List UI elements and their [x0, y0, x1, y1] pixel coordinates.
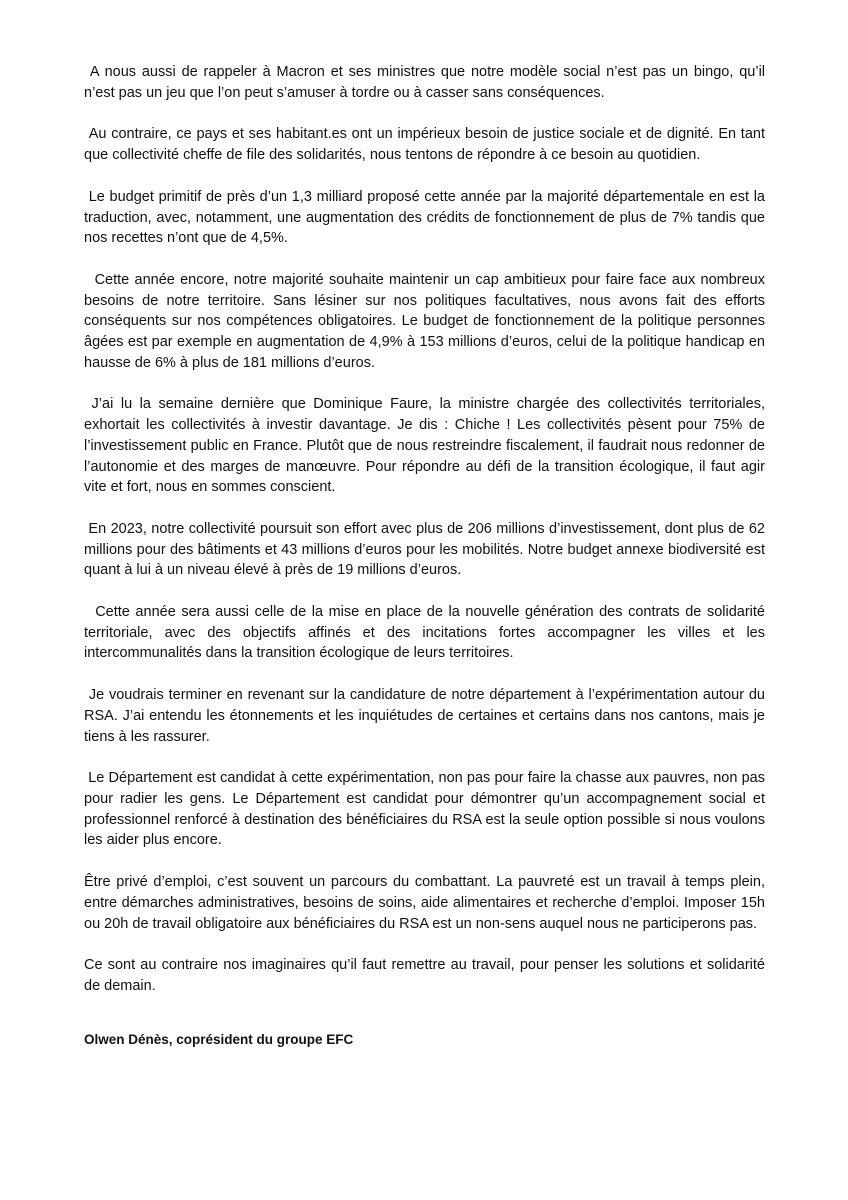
paragraph-candidature-rsa: Je voudrais terminer en revenant sur la candidature de notre département à l’expérimentation autour du RSA. J’ai entendu les étonnements et les inquiétudes de certaines et certains dans nos cantons, mais je tiens à les rassurer.	[84, 687, 770, 745]
paragraph-effort-2023: En 2023, notre collectivité poursuit son effort avec plus de 206 millions d’investissement, dont plus de 62 millions pour des bâtiments et 43 millions d’euros pour les mobilités. Notre budget annexe biodiversité est quant à lui à un niveau élevé à près de 19 millions d’euros.	[84, 520, 770, 579]
paragraph-bingo: A nous aussi de rappeler à Macron et ses ministres que notre modèle social n’est pas un bingo, qu’il n’est pas un jeu que l’on peut s’amuser à tordre ou à casser sans conséquences.	[84, 64, 770, 101]
paragraph-budget-primitif: Le budget primitif de près d’un 1,3 milliard proposé cette année par la majorité départementale en est la traduction, avec, notamment, une augmentation des crédits de fonctionnement de plus de 7% tandis que nos recettes n’ont que de 4,5%.	[84, 188, 770, 247]
signature: Olwen Dénès, coprésident du groupe EFC	[84, 1031, 354, 1047]
paragraph-imaginaires: Ce sont au contraire nos imaginaires qu’il faut remettre au travail, pour penser les solutions et solidarité de demain.	[84, 957, 770, 994]
paragraph-prive-emploi: Être privé d’emploi, c’est souvent un parcours du combattant. La pauvreté est un travail à temps plein, entre démarches administratives, besoins de soins, aide alimentaires et recherche d’emploi. Imposer 15h ou 20h de travail obligatoire aux bénéficiaires du RSA est un non-sens auquel nous ne participerons pas.	[84, 874, 770, 932]
paragraph-cap-ambitieux: Cette année encore, notre majorité souhaite maintenir un cap ambitieux pour faire face aux nombreux besoins de notre territoire. Sans lésiner sur nos politiques facultatives, nous avons fait des efforts conséquents sur nos compétences obligatoires. Le budget de fonctionnement de la politique personnes âgées est par exemple en augmentation de 4,9% à 153 millions d’euros, celui de la politique handicap en hausse de 6% à plus de 181 millions d’euros.	[84, 271, 770, 371]
paragraph-justice-sociale: Au contraire, ce pays et ses habitant.es ont un impérieux besoin de justice sociale et de dignité. En tant que collectivité cheffe de file des solidarités, nous tentons de répondre à ce besoin au quotidien.	[84, 126, 770, 164]
paragraph-contrats-solidarite: Cette année sera aussi celle de la mise en place de la nouvelle génération des contrats de solidarité territoriale, avec des objectifs affinés et des incitations fortes accompagner les villes et les intercommunalités dans la transition écologique de leurs territoires.	[84, 604, 770, 662]
paragraph-experimentation: Le Département est candidat à cette expérimentation, non pas pour faire la chasse aux pauvres, non pas pour radier les gens. Le Département est candidat pour démontrer qu’un accompagnement social et professionnel renforcé à destination des bénéficiaires du RSA est la seule option possible si nous voulons les aider plus encore.	[84, 770, 770, 849]
document-body	[84, 62, 770, 1071]
paragraph-investissement-public: J’ai lu la semaine dernière que Dominique Faure, la ministre chargée des collectivités territoriales, exhortait les collectivités à investir davantage. Je dis : Chiche ! Les collectivités pèsent pour 75% de l’investissement public en France. Plutôt que de nous restreindre fiscalement, il faudrait nous redonner de l’autonomie et des marges de manœuvre. Pour répondre au défi de la transition écologique, il faut agir vite et fort, nous en sommes conscient.	[84, 396, 770, 496]
